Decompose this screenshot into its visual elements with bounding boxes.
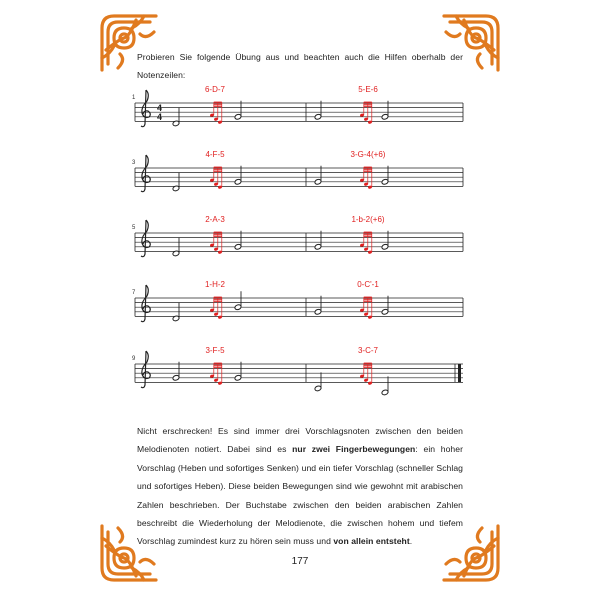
fingering-label: 5-E-6: [358, 85, 378, 94]
fingering-label: 6-D-7: [204, 85, 226, 94]
system-number: 7: [132, 290, 136, 296]
fingering-label: 3-C-7: [357, 346, 379, 355]
system-number: 3: [132, 160, 136, 166]
body-paragraph: [137, 422, 463, 551]
fingering-label: 4-F-5: [205, 150, 225, 159]
body-text-2: : ein hoher Vorschlag (Heben und sofortiges Senken) und ein tiefer Vorschlag (schneller Schlag und sofortiges Heben). Diese beiden Bewegungen sind wie gewohnt mit arabischen Zahlen beschrieben. Der Buchstabe zwischen den beiden arabischen Zahlen beschreibt die Wiederholung der Melodienote, die zwischen hohem und tiefem Vorschlag zumindest kurz zu hören sein muss und: [137, 444, 464, 547]
time-signature: 4: [157, 112, 163, 122]
body-bold-2: von allein entsteht: [333, 536, 410, 547]
final-barline: [458, 364, 461, 382]
intro-paragraph: Probieren Sie folgende Übung aus und beachten auch die Hilfen oberhalb der Notenzeilen:: [137, 52, 463, 81]
body-text-3: .: [409, 536, 413, 547]
system-number: 9: [132, 356, 136, 362]
page-number: 177: [291, 556, 309, 567]
fingering-label: 1-b-2(+6): [351, 215, 385, 224]
body-bold-1: nur zwei Fingerbewegungen: [292, 444, 416, 455]
fingering-label: 3-G-4(+6): [350, 150, 386, 159]
body-text-1: Nicht erschrecken! Es sind immer drei Vorschlagsnoten zwischen den beiden Melodienoten notiert. Dabei sind es: [137, 426, 463, 455]
fingering-label: 0-C'-1: [357, 280, 379, 289]
fingering-label: 1-H-2: [204, 280, 226, 289]
fingering-label: 2-A-3: [205, 215, 225, 224]
system-number: 1: [132, 95, 136, 101]
fingering-label: 3-F-5: [205, 346, 225, 355]
time-signature: 4: [157, 103, 163, 113]
system-number: 5: [132, 225, 136, 231]
